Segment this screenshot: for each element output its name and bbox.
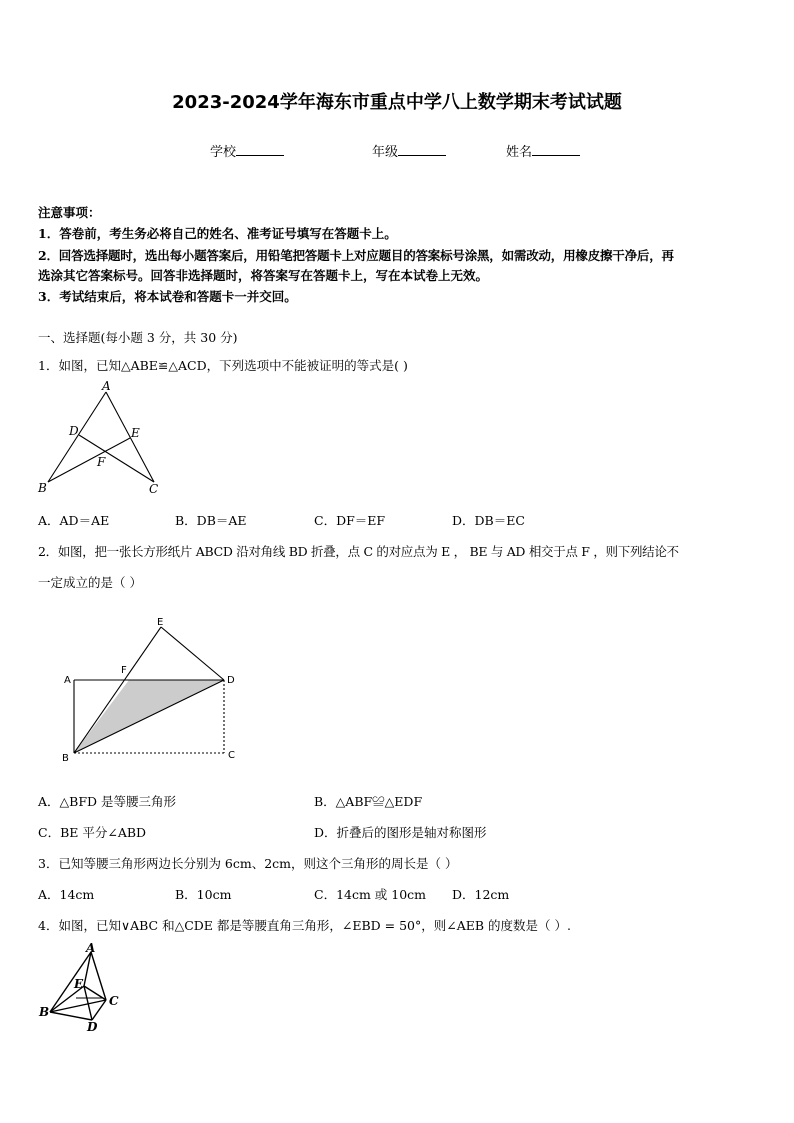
note-item: 3．考试结束后，将本试卷和答题卡一并交回。: [38, 289, 297, 304]
question-1-stem: 1．如图，已知△ABE≌△ACD，下列选项中不能被证明的等式是( ): [38, 358, 408, 373]
school-label: 学校: [210, 145, 237, 160]
segment-ed: [161, 627, 224, 680]
option-c: C．DF＝EF: [314, 513, 386, 528]
name-blank: [532, 143, 580, 156]
label-a: A: [86, 942, 96, 955]
label-a: A: [102, 380, 111, 393]
note-item: 选涂其它答案标号。回答非选择题时，将答案写在答题卡上，写在本试卷上无效。: [38, 268, 489, 283]
name-field: [506, 141, 580, 160]
option-d: D．12cm: [452, 887, 510, 902]
option-a: A．14cm: [38, 887, 95, 902]
segment-bd: [50, 1012, 92, 1020]
notes-heading: 注意事项：: [38, 205, 101, 220]
label-c: C: [149, 482, 159, 496]
label-c: C: [109, 994, 119, 1008]
question-2-stem: 2．如图，把一张长方形纸片 ABCD 沿对角线 BD 折叠，点 C 的对应点为 E ， BE 与 AD 相交于点 F ，则下列结论不: [38, 544, 679, 559]
question-4-figure: [36, 942, 126, 1034]
label-c: C: [228, 750, 235, 761]
school-blank: [236, 143, 284, 156]
school-field: [210, 141, 284, 160]
segment-dc: [79, 435, 154, 482]
note-item: 1．答卷前，考生务必将自己的姓名、准考证号填写在答题卡上。: [38, 226, 397, 241]
section-heading: 一、选择题(每小题 3 分，共 30 分): [38, 330, 238, 345]
segment-ac: [91, 952, 106, 1000]
grade-label: 年级: [372, 145, 399, 160]
question-2-stem-cont: 一定成立的是（ ）: [38, 575, 142, 590]
label-b: B: [62, 753, 69, 764]
label-d: D: [87, 1020, 98, 1034]
question-4-stem: 4．如图，已知∨ABC 和△CDE 都是等腰直角三角形，∠EBD = 50°，则∠AEB 的度数是（ ）.: [38, 918, 571, 933]
page-title: 2023-2024学年海东市重点中学八上数学期末考试试题: [172, 92, 622, 113]
label-e: E: [157, 617, 164, 628]
segment-ac: [106, 392, 154, 482]
name-label: 姓名: [506, 145, 533, 160]
option-c: C．14cm 或 10cm: [314, 887, 427, 902]
label-b: B: [39, 1005, 50, 1019]
option-b: B．△ABF≌△EDF: [314, 794, 423, 809]
label-f: F: [121, 665, 127, 676]
label-e: E: [74, 977, 84, 991]
option-a: A．AD＝AE: [38, 513, 110, 528]
segment-be: [48, 438, 130, 482]
label-e: E: [131, 426, 140, 440]
note-item: 2．回答选择题时，选出每小题答案后，用铅笔把答题卡上对应题目的答案标号涂黑，如需改动，用橡皮擦干净后，再: [38, 248, 674, 263]
label-f: F: [97, 455, 106, 469]
question-2-figure: [58, 614, 244, 766]
option-c: C．BE 平分∠ABD: [38, 825, 147, 840]
option-d: D．DB＝EC: [452, 513, 525, 528]
option-a: A．△BFD 是等腰三角形: [38, 794, 176, 809]
label-b: B: [38, 481, 47, 495]
question-1-figure: [36, 380, 164, 496]
option-d: D．折叠后的图形是轴对称图形: [314, 825, 487, 840]
grade-blank: [398, 143, 446, 156]
option-b: B．DB＝AE: [175, 513, 247, 528]
label-d: D: [69, 424, 79, 438]
label-d: D: [227, 675, 235, 686]
question-3-stem: 3．已知等腰三角形两边长分别为 6cm、2cm，则这个三角形的周长是（ ）: [38, 856, 458, 871]
label-a: A: [64, 675, 71, 686]
grade-field: [372, 141, 446, 160]
option-b: B．10cm: [175, 887, 232, 902]
